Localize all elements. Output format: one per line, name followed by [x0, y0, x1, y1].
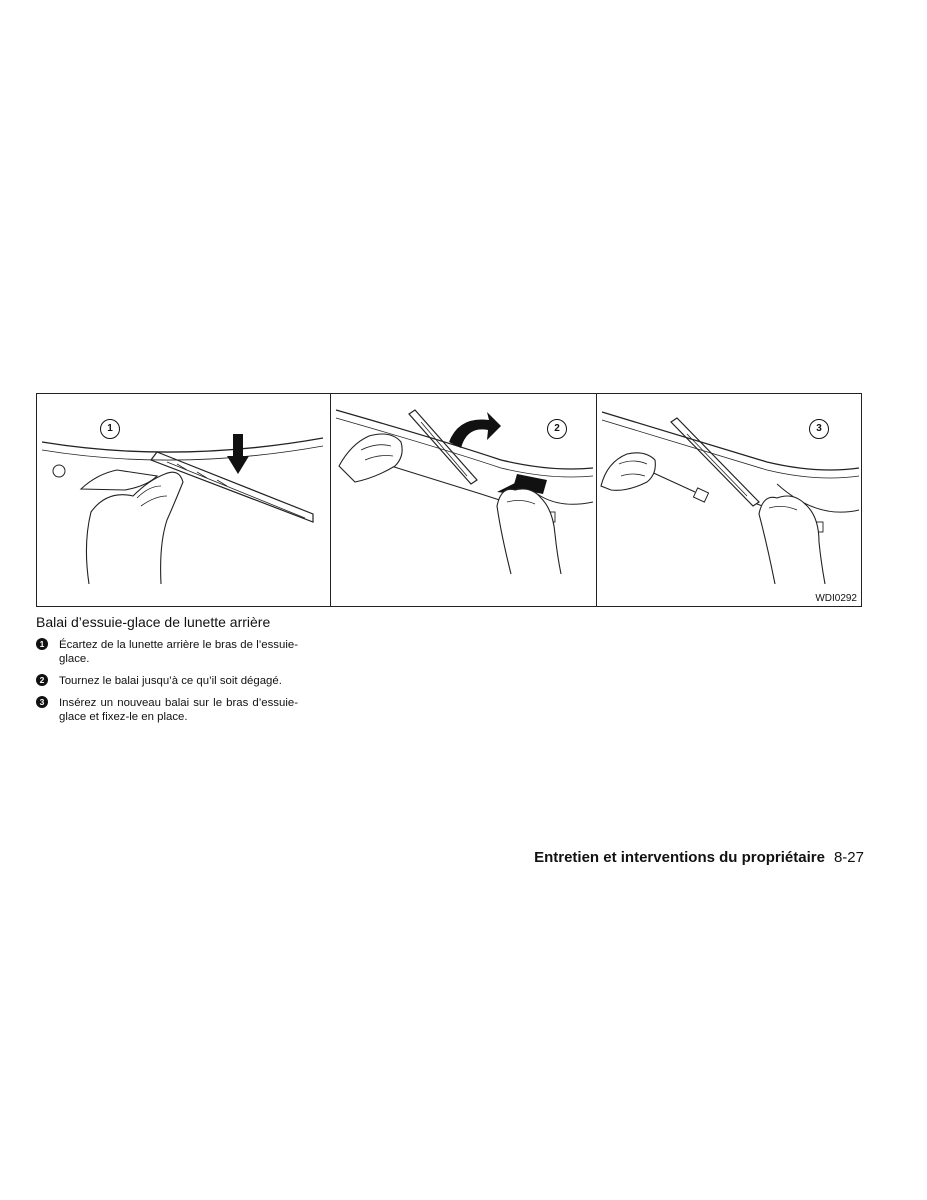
- step-text: Écartez de la lunette arrière le bras de l’essuie-glace.: [59, 639, 298, 665]
- step-number-badge: 3: [36, 696, 48, 708]
- instruction-step: [36, 638, 298, 666]
- illustration-panel-2: [330, 394, 596, 606]
- illustration-panel-1: [37, 394, 329, 606]
- step-number-badge: 2: [36, 674, 48, 686]
- page-footer: [534, 849, 864, 866]
- illustration-panel-3: [596, 394, 862, 606]
- footer-page-number: 8-27: [833, 849, 864, 866]
- figure-code: WDI0292: [815, 593, 857, 604]
- step-text: Insérez un nouveau balai sur le bras d’essuie-glace et fixez-le en place.: [59, 697, 298, 723]
- figure-caption: Balai d’essuie-glace de lunette arrière: [36, 614, 271, 630]
- instruction-step: [36, 674, 298, 688]
- panel-1-drawing: [37, 394, 329, 606]
- instruction-list: [36, 638, 298, 732]
- step-text: Tournez le balai jusqu’à ce qu’il soit dégagé.: [59, 675, 282, 687]
- panel-1-number-badge: 1: [100, 419, 120, 439]
- panel-3-number-badge: 3: [809, 419, 829, 439]
- panel-2-number-badge: 2: [547, 419, 567, 439]
- footer-section-title: Entretien et interventions du propriétaire: [534, 849, 825, 866]
- illustration-figure: [36, 393, 862, 607]
- step-number-badge: 1: [36, 638, 48, 650]
- instruction-step: [36, 696, 298, 724]
